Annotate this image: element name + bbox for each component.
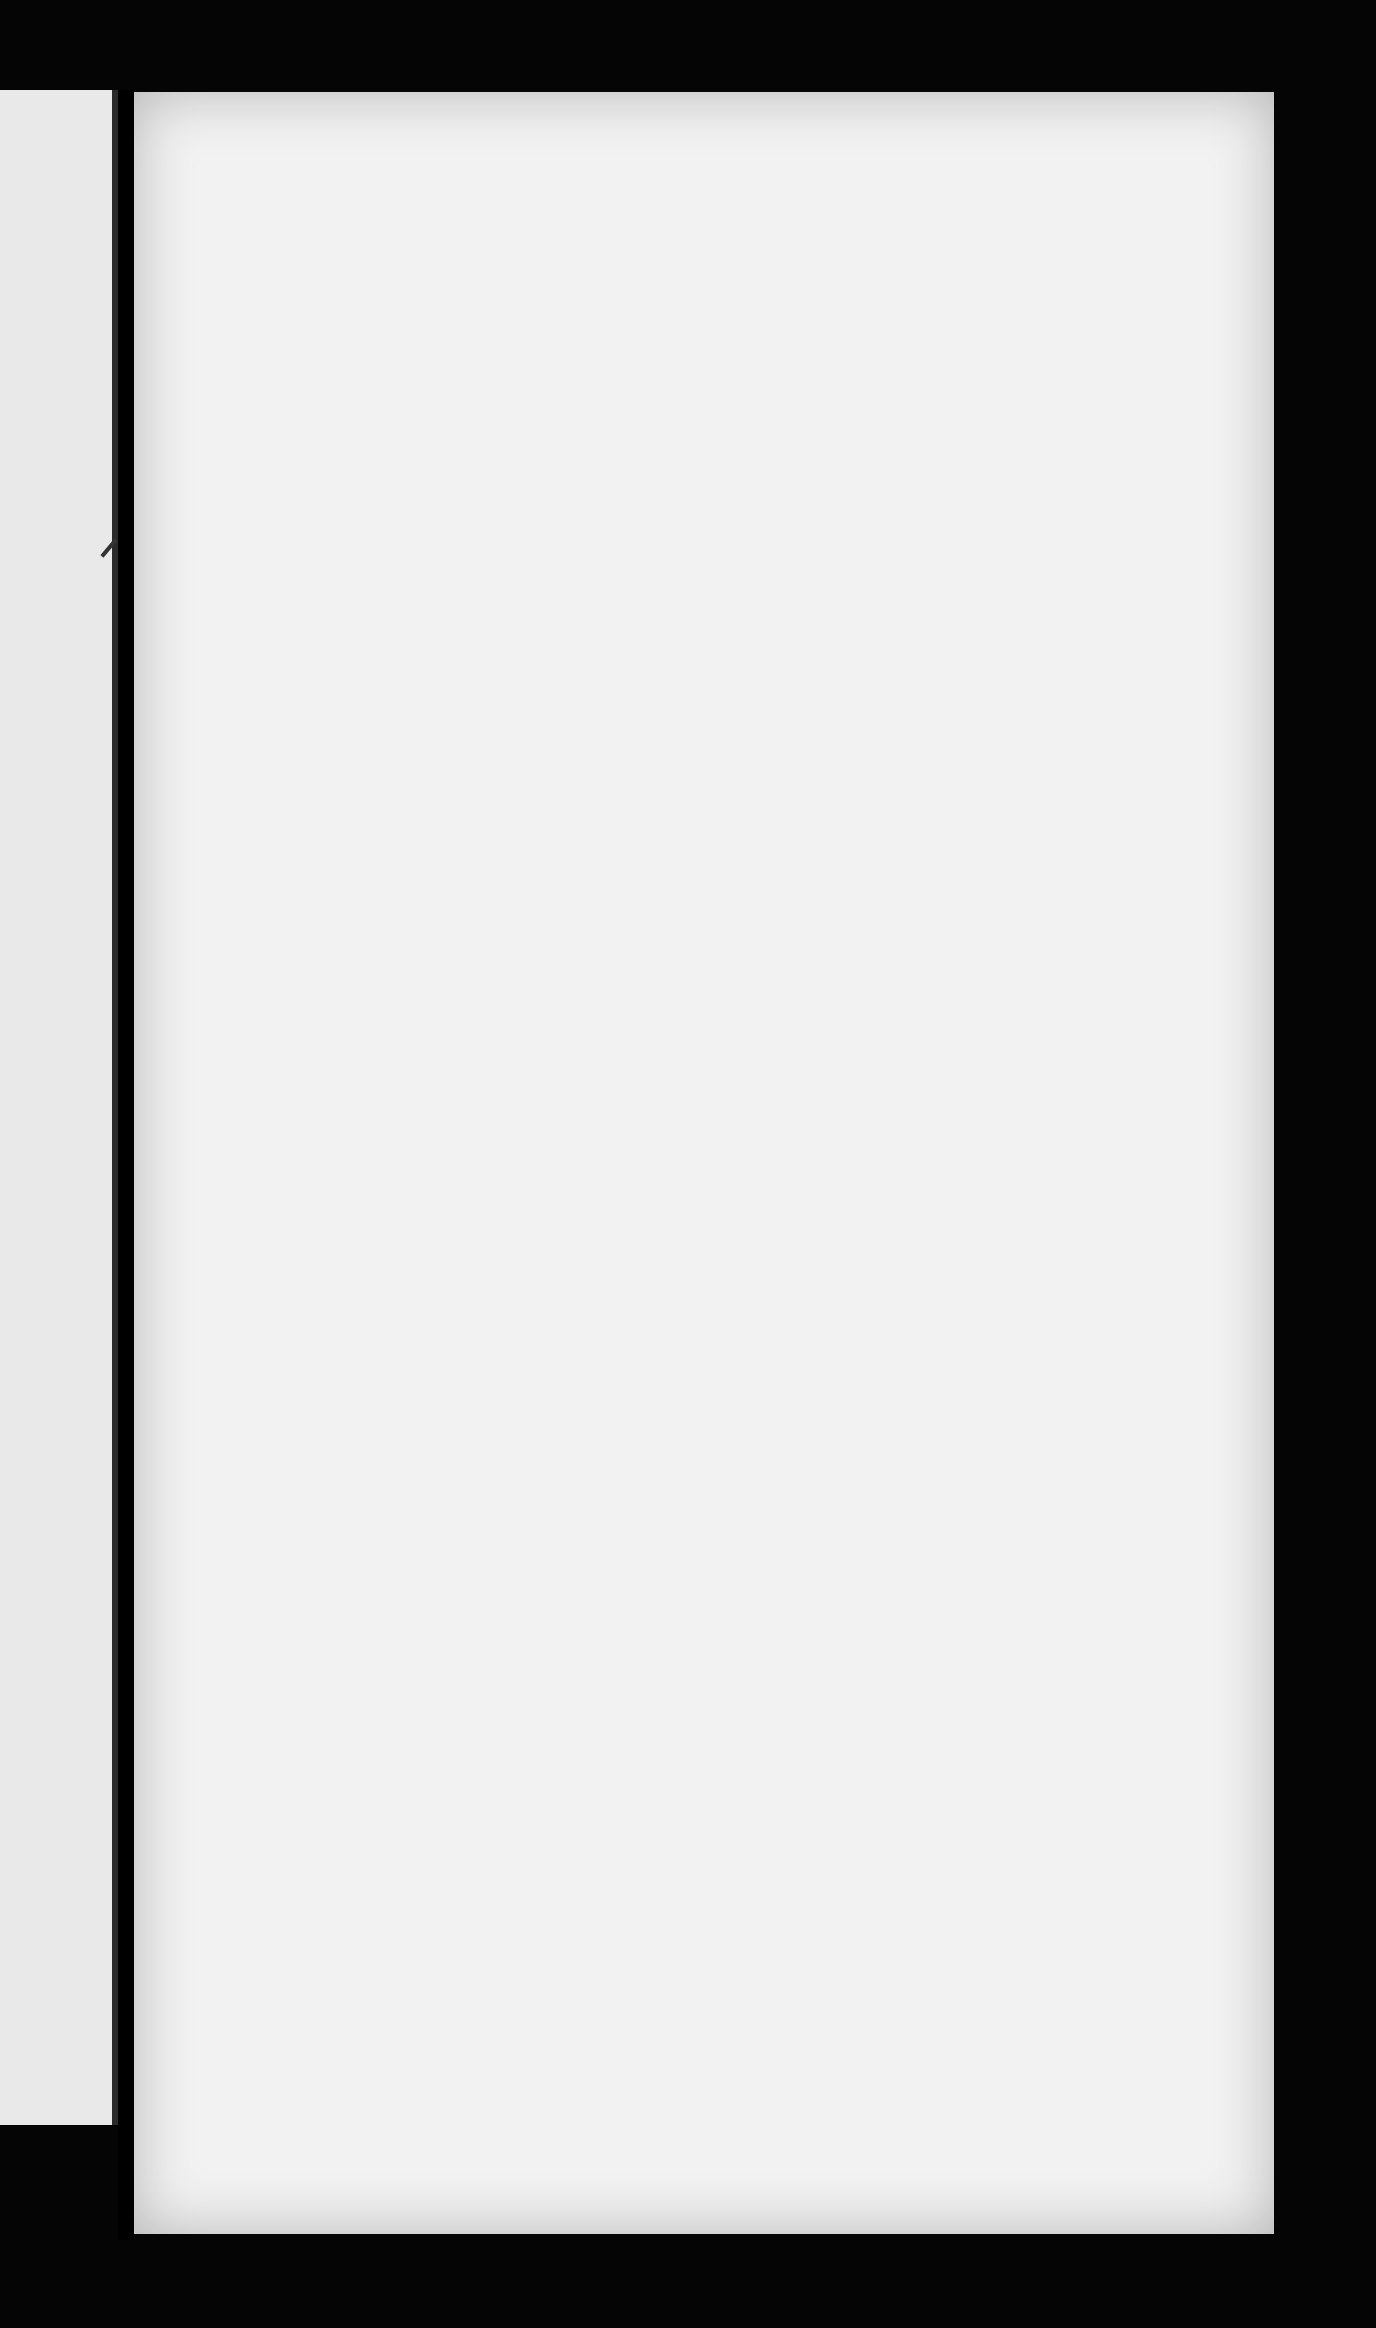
document-page bbox=[134, 92, 1274, 2234]
page-gutter bbox=[118, 90, 134, 2240]
previous-page-fragment bbox=[0, 90, 118, 2125]
